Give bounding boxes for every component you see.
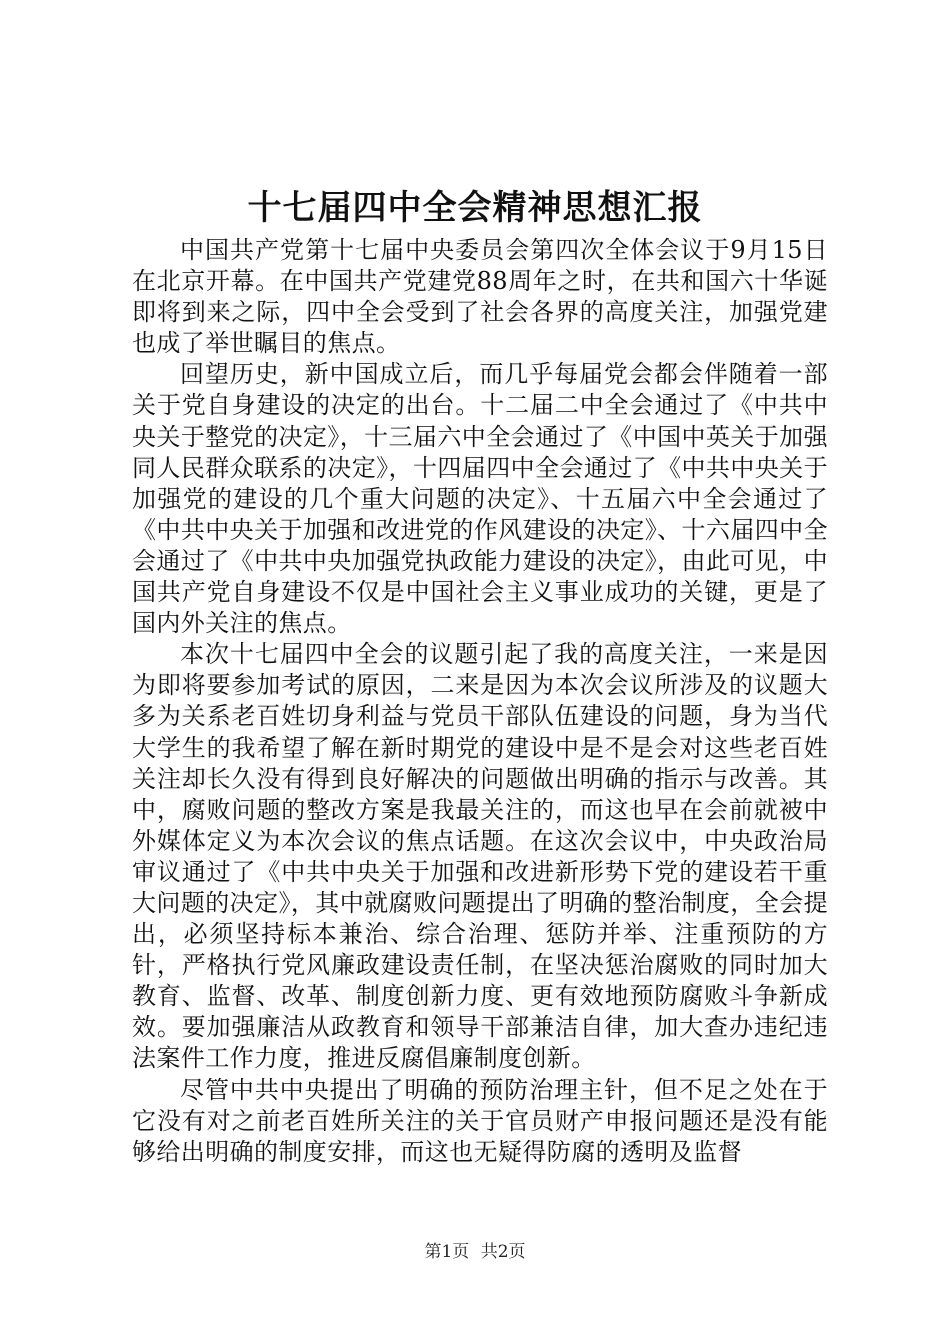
- document-title: 十七届四中全会精神思想汇报: [247, 188, 703, 228]
- paragraph-3: 本次十七届四中全会的议题引起了我的高度关注，一来是因为即将要参加考试的原因，二来是因为本次会议所涉及的议题大多为关系老百姓切身利益与党员干部队伍建设的问题，身为当代大学生的我希望了解在新时期党的建设中是不是会对这些老百姓关注却长久没有得到良好解决的问题做出明确的指示与改善。其中，腐败问题的整改方案是我最关注的，而这也早在会前就被中外媒体定义为本次会议的焦点话题。在这次会议中，中央政治局审议通过了《中共中央关于加强和改进新形势下党的建设若干重大问题的决定》，其中就腐败问题提出了明确的整治制度，全会提出，必须坚持标本兼治、综合治理、惩防并举、注重预防的方针，严格执行党风廉政建设责任制，在坚决惩治腐败的同时加大教育、监督、改革、制度创新力度、更有效地预防腐败斗争新成效。要加强廉洁从政教育和领导干部兼洁自律，加大查办违纪违法案件工作力度，推进反腐倡廉制度创新。: [132, 640, 828, 1073]
- page-footer: [0, 1240, 950, 1264]
- paragraph-4: 尽管中共中央提出了明确的预防治理主针，但不足之处在于它没有对之前老百姓所关注的关于官员财产申报问题还是没有能够给出明确的制度安排，而这也无疑得防腐的透明及监督: [132, 1075, 828, 1166]
- page-total: 共2页: [480, 1242, 526, 1262]
- page-number: 第1页: [424, 1242, 470, 1262]
- document-body: [132, 235, 828, 1168]
- paragraph-2: 回望历史，新中国成立后，而几乎每届党会都会伴随着一部关于党自身建设的决定的出台。十二届二中全会通过了《中共中央关于整党的决定》，十三届六中全会通过了《中国中英关于加强同人民群众联系的决定》，十四届四中全会通过了《中共中央关于加强党的建设的几个重大问题的决定》、十五届六中全会通过了《中共中央关于加强和改进党的作风建设的决定》、十六届四中全会通过了《中共中央加强党执政能力建设的决定》，由此可见，中国共产党自身建设不仅是中国社会主义事业成功的关键，更是了国内外关注的焦点。: [132, 360, 828, 638]
- paragraph-1: 中国共产党第十七届中央委员会第四次全体会议于9月15日在北京开幕。在中国共产党建党88周年之时，在共和国六十华诞即将到来之际，四中全会受到了社会各界的高度关注，加强党建也成了举世瞩目的焦点。: [132, 236, 828, 358]
